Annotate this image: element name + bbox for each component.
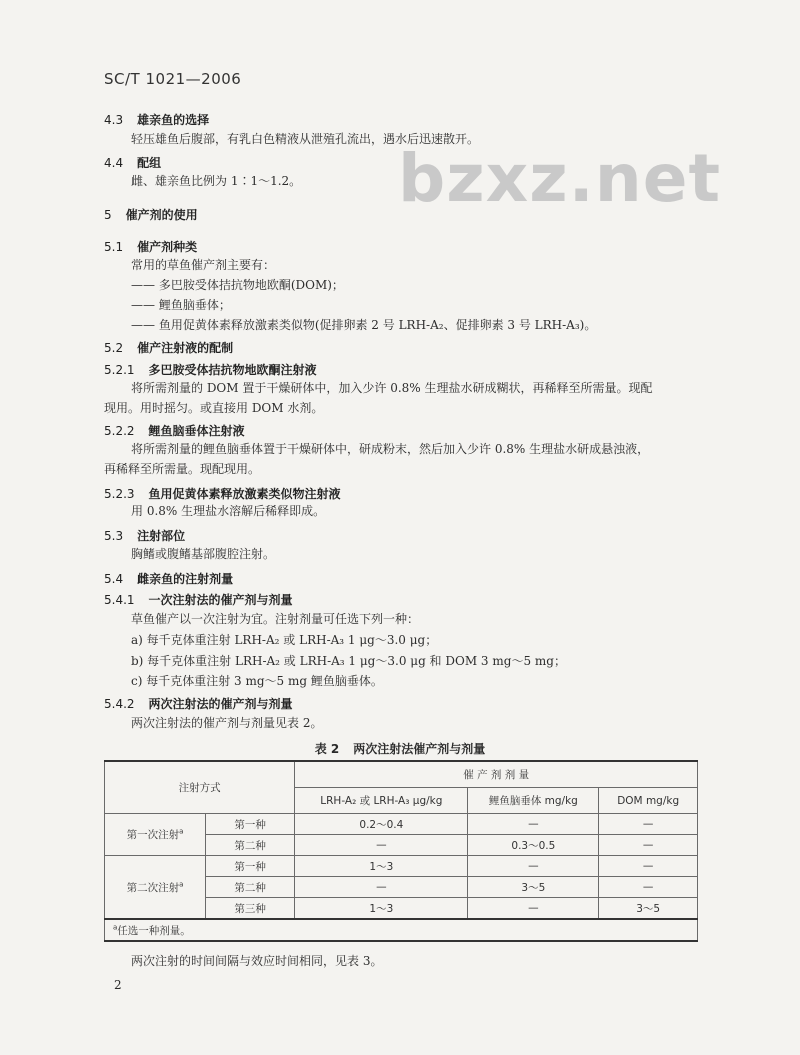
page-number: 2: [114, 978, 122, 992]
list-item: a) 每千克体重注射 LRH-A₂ 或 LRH-A₃ 1 μg～3.0 μg；: [131, 633, 438, 647]
text-4-4: 雌、雄亲鱼比例为 1∶1～1.2。: [131, 174, 302, 188]
heading-5-4-1: 5.4.1 一次注射法的催产剂与剂量: [104, 593, 293, 607]
list-item: b) 每千克体重注射 LRH-A₂ 或 LRH-A₃ 1 μg～3.0 μg 和 DOM 3 mg～5 mg；: [131, 654, 566, 668]
text-5-3: 胸鳍或腹鳍基部腹腔注射。: [131, 547, 276, 561]
table-cell: 1～3: [295, 898, 468, 920]
heading-5-4: 5.4 雌亲鱼的注射剂量: [104, 572, 234, 586]
table-cell: 第一种: [206, 856, 295, 877]
heading-5-2-3: 5.2.3 鱼用促黄体素释放激素类似物注射液: [104, 487, 341, 501]
table-cell: 1～3: [295, 856, 468, 877]
table-2: [104, 760, 698, 942]
heading-5-1: 5.1 催产剂种类: [104, 240, 198, 254]
table-cell: 第三种: [206, 898, 295, 920]
list-item: —— 鱼用促黄体素释放激素类似物(促排卵素 2 号 LRH-A₂、促排卵素 3 号 LRH-A₃)。: [131, 318, 597, 332]
table-cell: 第二种: [206, 877, 295, 898]
text-5-4-2: 两次注射法的催产剂与剂量见表 2。: [131, 716, 323, 730]
table-cell: —: [295, 877, 468, 898]
list-item: —— 鲤鱼脑垂体；: [131, 298, 231, 312]
heading-5-2-2: 5.2.2 鲤鱼脑垂体注射液: [104, 424, 245, 438]
standard-code-header: SC/T 1021—2006: [104, 70, 242, 88]
text-5-2-1-line-1: 将所需剂量的 DOM 置于干燥研体中，加入少许 0.8% 生理盐水研成糊状，再稀释至所需量。现配: [131, 381, 653, 395]
table-cell: —: [599, 856, 698, 877]
text-5-2-1-line-2: 现用。用时摇匀。或直接用 DOM 水剂。: [104, 401, 324, 415]
text-5-2-3: 用 0.8% 生理盐水溶解后稀释即成。: [131, 504, 326, 518]
table-cell: —: [599, 814, 698, 835]
heading-5-4-2: 5.4.2 两次注射法的催产剂与剂量: [104, 697, 293, 711]
table-cell: 第二种: [206, 835, 295, 856]
heading-5: 5 催产剂的使用: [104, 208, 198, 222]
table-cell: —: [295, 835, 468, 856]
table-cell: 第一种: [206, 814, 295, 835]
table-header-dom: DOM mg/kg: [599, 788, 698, 814]
text-5-2-2-line-1: 将所需剂量的鲤鱼脑垂体置于干燥研体中，研成粉末，然后加入少许 0.8% 生理盐水研成悬浊液，: [131, 442, 650, 456]
table-cell: —: [468, 898, 599, 920]
list-item: c) 每千克体重注射 3 mg～5 mg 鲤鱼脑垂体。: [131, 674, 383, 688]
table-cell: —: [599, 835, 698, 856]
text-5-2-2-line-2: 再稀释至所需量。现配现用。: [104, 462, 261, 476]
heading-5-3: 5.3 注射部位: [104, 529, 186, 543]
heading-5-2: 5.2 催产注射液的配制: [104, 341, 234, 355]
table-2-caption: 表 2 两次注射法催产剂与剂量: [314, 742, 486, 756]
table-cell: —: [599, 877, 698, 898]
text-4-3: 轻压雄鱼后腹部，有乳白色精液从泄殖孔流出，遇水后迅速散开。: [131, 132, 480, 146]
table-cell: —: [468, 814, 599, 835]
table-header-method: 注射方式: [105, 761, 295, 814]
text-5-4-1-intro: 草鱼催产以一次注射为宜。注射剂量可任选下列一种：: [131, 612, 420, 626]
text-5-1-intro: 常用的草鱼催产剂主要有：: [131, 258, 276, 272]
heading-5-2-1: 5.2.1 多巴胺受体拮抗物地欧酮注射液: [104, 363, 317, 377]
text-after-table: 两次注射的时间间隔与效应时间相同，见表 3。: [131, 954, 383, 968]
row-group-second-injection: 第二次注射$^a$: [105, 856, 206, 920]
row-group-first-injection: 第一次注射$^a$: [105, 814, 206, 856]
table-cell: 0.3～0.5: [468, 835, 599, 856]
table-header-pituitary: 鲤鱼脑垂体 mg/kg: [468, 788, 599, 814]
table-cell: 3～5: [599, 898, 698, 920]
table-header-lrh: LRH-A₂ 或 LRH-A₃ μg/kg: [295, 788, 468, 814]
list-item: —— 多巴胺受体拮抗物地欧酮(DOM)；: [131, 278, 344, 292]
heading-4-4: 4.4 配组: [104, 156, 162, 170]
table-cell: 0.2～0.4: [295, 814, 468, 835]
table-header-group: 催 产 剂 剂 量: [295, 761, 698, 788]
watermark: bzxz.net: [398, 140, 722, 217]
table-cell: —: [468, 856, 599, 877]
table-row: [105, 814, 698, 835]
table-footnote: $^a$任选一种剂量。: [105, 919, 698, 941]
heading-4-3: 4.3 雄亲鱼的选择: [104, 113, 210, 127]
table-row: [105, 856, 698, 877]
table-cell: 3～5: [468, 877, 599, 898]
